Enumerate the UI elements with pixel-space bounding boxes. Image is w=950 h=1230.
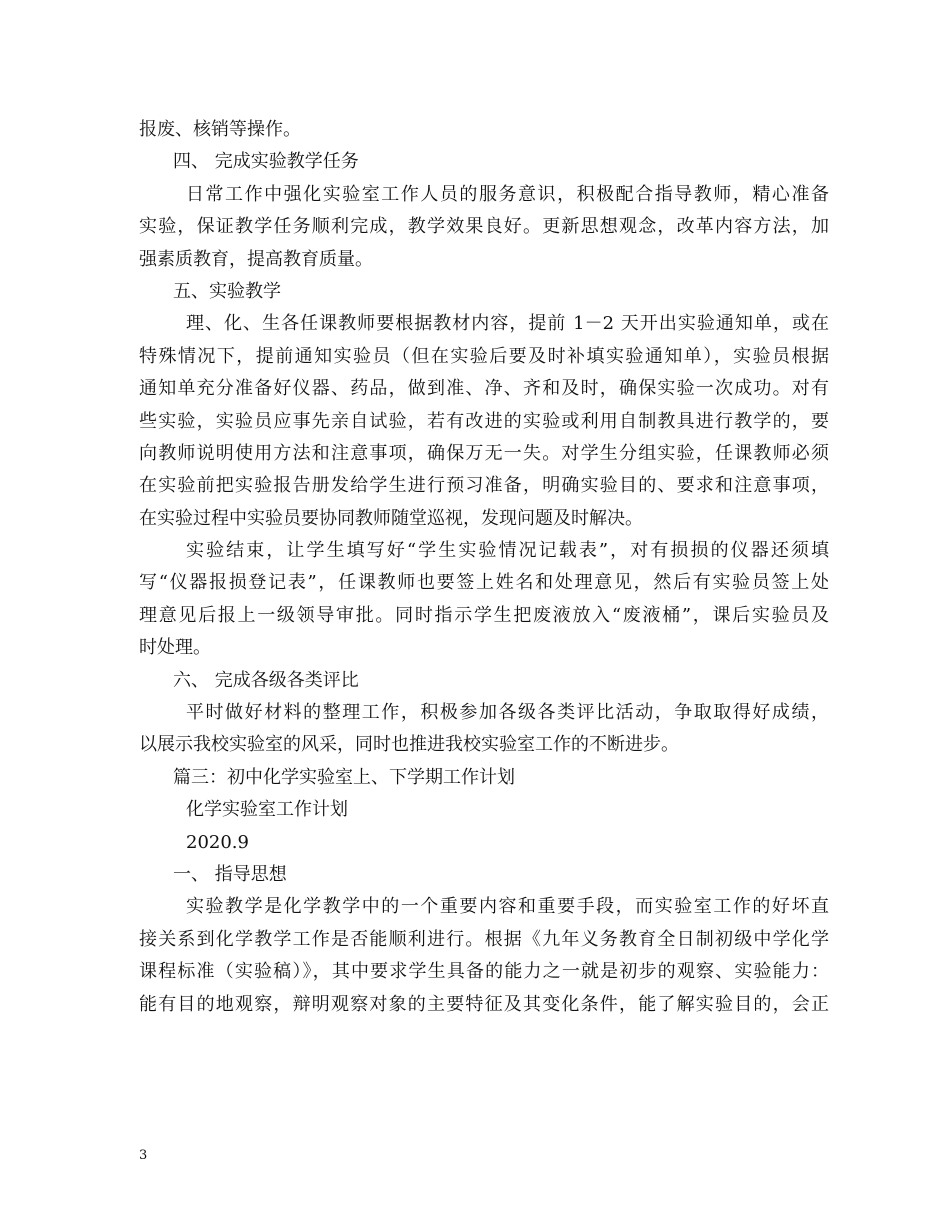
- paragraph-line: 理、化、生各任课教师要根据教材内容，提前 1－2 天开出实验通知单，或在: [186, 313, 829, 335]
- paragraph-line: 写“仪器报损登记表”，任课教师也要签上姓名和处理意见，然后有实验员签上处: [139, 572, 829, 594]
- paragraph-line: 以展示我校实验室的风采，同时也推进我校实验室工作的不断进步。: [139, 734, 679, 756]
- document-body: [139, 114, 829, 1021]
- paragraph-line: 接关系到化学教学工作是否能顺利进行。根据《九年义务教育全日制初级中学化学: [139, 928, 829, 950]
- article-title: 篇三：初中化学实验室上、下学期工作计划: [173, 766, 515, 788]
- paragraph-line: 向教师说明使用方法和注意事项，确保万无一失。对学生分组实验，任课教师必须: [139, 442, 829, 464]
- paragraph-line: 在实验前把实验报告册发给学生进行预习准备，明确实验目的、要求和注意事项，: [139, 475, 829, 497]
- page-number: 3: [139, 1148, 148, 1163]
- paragraph-line: 平时做好材料的整理工作，积极参加各级各类评比活动，争取取得好成绩，: [186, 702, 829, 724]
- section-heading-6: 六、 完成各级各类评比: [173, 669, 359, 691]
- section-heading-5: 五、实验教学: [173, 280, 281, 302]
- plan-date: 2020.9: [186, 831, 249, 853]
- paragraph-line: 课程标准（实验稿）》，其中要求学生具备的能力之一就是初步的观察、实验能力：: [139, 961, 829, 983]
- paragraph-line: 些实验，实验员应事先亲自试验，若有改进的实验或利用自制教具进行教学的，要: [139, 410, 829, 432]
- paragraph-line: 强素质教育，提高教育质量。: [139, 248, 373, 270]
- paragraph-line: 实验教学是化学教学中的一个重要内容和重要手段，而实验室工作的好坏直: [186, 896, 829, 918]
- paragraph-line: 特殊情况下，提前通知实验员（但在实验后要及时补填实验通知单），实验员根据: [139, 345, 829, 367]
- plan-title: 化学实验室工作计划: [186, 799, 348, 821]
- section-heading-1: 一、 指导思想: [173, 863, 287, 885]
- paragraph-continuation: 报废、核销等操作。: [139, 119, 301, 140]
- paragraph-line: 日常工作中强化实验室工作人员的服务意识，积极配合指导教师，精心准备: [186, 183, 829, 205]
- paragraph-line: 通知单充分准备好仪器、药品，做到准、净、齐和及时，确保实验一次成功。对有: [139, 378, 829, 400]
- paragraph-line: 时处理。: [139, 637, 211, 659]
- paragraph-line: 理意见后报上一级领导审批。同时指示学生把废液放入“废液桶”，课后实验员及: [139, 604, 829, 626]
- paragraph-line: 在实验过程中实验员要协同教师随堂巡视，发现问题及时解决。: [139, 507, 643, 529]
- paragraph-line: 能有目的地观察，辩明观察对象的主要特征及其变化条件，能了解实验目的，会正: [139, 993, 829, 1015]
- paragraph-line: 实验结束，让学生填写好“学生实验情况记载表”，对有损损的仪器还须填: [186, 540, 829, 562]
- paragraph-line: 实验，保证教学任务顺利完成，教学效果良好。更新思想观念，改革内容方法，加: [139, 216, 829, 238]
- section-heading-4: 四、 完成实验教学任务: [173, 151, 359, 173]
